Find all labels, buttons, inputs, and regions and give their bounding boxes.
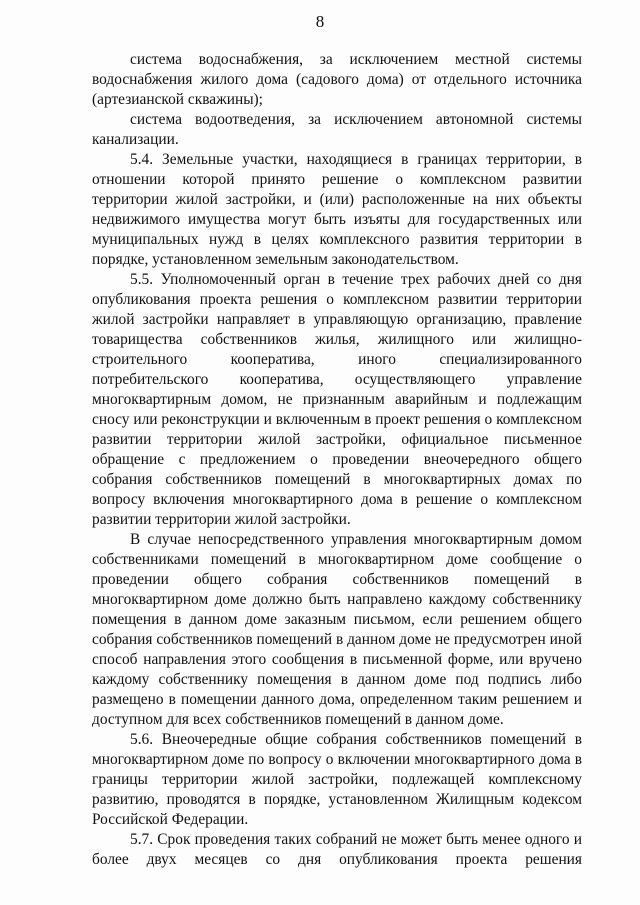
paragraph-5-6: 5.6. Внеочередные общие собрания собственников помещений в многоквартирном доме по вопросу о включении многоквартирного дома в границы территории жилой застройки, подлежащей комплексному развитию, проводятся в порядке, установленном Жилищным кодексом Российской Федерации. xyxy=(92,731,582,828)
paragraph-5-4: 5.4. Земельные участки, находящиеся в границах территории, в отношении которой принято решение о комплексном развитии территории жилой застройки, и (или) расположенные на них объекты недвижимого имущества могут быть изъяты для государственных или муниципальных нужд в целях комплексного развития территории в порядке, установленном земельным законодательством. xyxy=(92,151,582,268)
paragraph-5-7: 5.7. Срок проведения таких собраний не может быть менее одного и более двух месяцев со дня опубликования проекта решения xyxy=(92,831,582,868)
paragraph-direct-management: В случае непосредственного управления многоквартирным домом собственниками помещений в многоквартирном доме сообщение о проведении общего собрания собственников помещений в многоквартирном доме должно быть направлено каждому собственнику помещения в данном доме заказным письмом, если решением общего собрания собственников помещений в данном доме не предусмотрен иной способ направления этого сообщения в письменной форме, или вручено каждому собственнику помещения в данном доме под подпись либо размещено в помещении данного дома, определенном таким решением и доступном для всех собственников помещений в данном доме. xyxy=(92,531,582,728)
paragraph-water-supply: система водоснабжения, за исключением местной системы водоснабжения жилого дома (садового дома) от отдельного источника (артезианской скважины); xyxy=(92,51,582,108)
paragraph-5-5: 5.5. Уполномоченный орган в течение трех рабочих дней со дня опубликования проекта решения о комплексном развитии территории жилой застройки направляет в управляющую организацию, правление товарищества собственников жилья, жилищного или жилищно-строительного кооператива, иного специализированного потребительского кооператива, осуществляющего управление многоквартирным домом, не признанным аварийным и подлежащим сносу или реконструкции и включенным в проект решения о комплексном развитии территории жилой застройки, официальное письменное обращение с предложением о проведении внеочередного общего собрания собственников помещений в многоквартирных домах по вопросу включения многоквартирного дома в решение о комплексном развитии территории жилой застройки. xyxy=(92,271,582,528)
paragraph-sewerage: система водоотведения, за исключением автономной системы канализации. xyxy=(92,111,582,148)
page-number: 8 xyxy=(315,12,325,31)
document-body xyxy=(92,50,582,870)
